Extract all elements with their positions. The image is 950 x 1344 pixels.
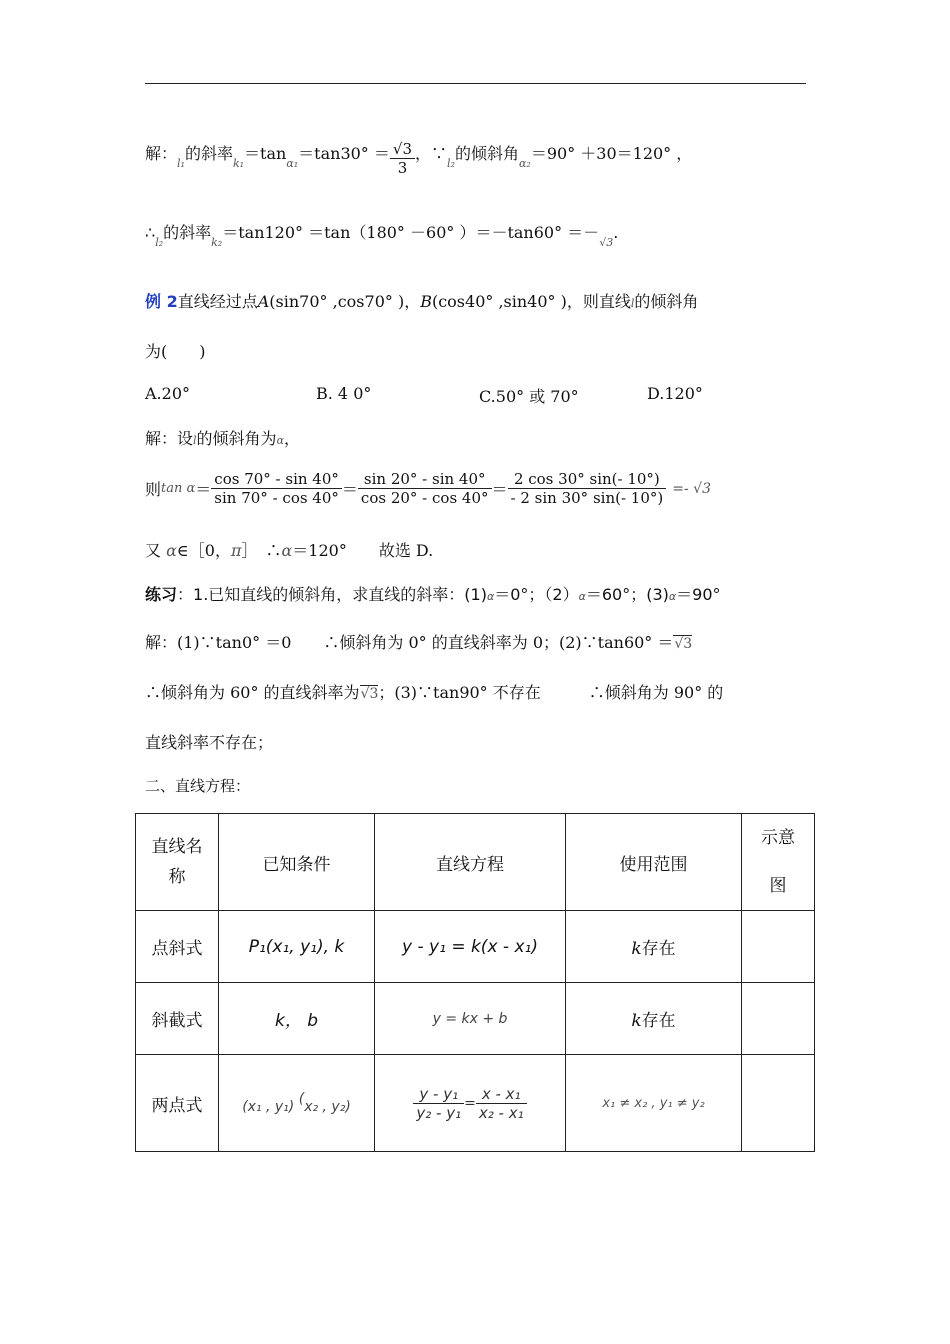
frac-numerator: √3	[390, 140, 415, 159]
then-text: 则	[145, 480, 162, 499]
alpha1-symbol: α₁	[286, 157, 299, 170]
row-figure	[742, 983, 815, 1055]
slope-text: 的斜率	[163, 223, 212, 242]
point-b-coords: (cos40° ,sin40° )，则直线	[431, 292, 631, 311]
period: .	[613, 223, 619, 242]
row-name: 两点式	[136, 1055, 219, 1152]
header-name-line-2: 称	[168, 867, 186, 887]
fraction-1-numerator: cos 70° - sin 40°	[211, 470, 342, 489]
point-a-coords: (sin70° ,cos70° )，	[269, 292, 421, 311]
alpha-3: α	[668, 590, 677, 603]
alpha-1: α	[486, 590, 495, 603]
range-k: k	[631, 1011, 642, 1031]
row-figure	[742, 1055, 815, 1152]
row-condition: k， b	[219, 983, 375, 1055]
l2-symbol: l₂	[447, 157, 455, 170]
result-value: =- √3	[672, 480, 711, 497]
header-figure-line-1: 示意	[761, 828, 795, 848]
range-k: k	[631, 939, 642, 959]
row-range	[566, 983, 742, 1055]
header-name	[136, 814, 219, 911]
point-b: B	[420, 292, 432, 311]
eq-tan30: ＝tan30° ＝	[298, 144, 390, 163]
two-point-right-fraction	[476, 1085, 527, 1122]
practice-case-1: ＝0°；（2）	[494, 585, 579, 604]
eq-tan: ＝tan	[244, 144, 287, 163]
practice-solution-text-2b: ；(3)∵tan90° 不存在 ∴倾斜角为 90° 的	[378, 683, 724, 702]
equals-3: ＝	[491, 480, 508, 499]
comma: ，	[284, 429, 301, 448]
because-text: ，∵	[415, 144, 448, 163]
k1-symbol: k₁	[232, 157, 245, 170]
pi-symbol: π	[230, 541, 242, 560]
example-2-line-2: 为( )	[145, 342, 206, 361]
header-figure	[742, 814, 815, 911]
practice-line	[145, 582, 721, 605]
practice-solution-line-3: 直线斜率不存在；	[145, 733, 274, 752]
alpha2-symbol: α₂	[518, 157, 531, 170]
sqrt3-over-3	[390, 140, 415, 177]
table-row	[136, 1055, 815, 1152]
row-name: 点斜式	[136, 911, 219, 983]
example-tail: 的倾斜角	[634, 292, 699, 311]
equals-sign: =	[464, 1095, 476, 1111]
alpha-symbol-2: α	[281, 541, 293, 560]
row-equation: y = kx + b	[375, 983, 566, 1055]
practice-solution-text-2a: ∴倾斜角为 60° 的直线斜率为	[145, 683, 360, 702]
point-a: A	[257, 292, 270, 311]
l2-symbol: l₂	[155, 236, 164, 249]
practice-label: 练习	[145, 585, 178, 604]
row-equation: y - y₁ = k(x - x₁)	[375, 911, 566, 983]
header-name-line-1: 直线名	[151, 837, 203, 857]
alpha-symbol: α	[276, 434, 284, 447]
alpha-2: α	[578, 590, 586, 603]
interval-start: ∈［0，	[176, 541, 231, 560]
interval-end: ］ ∴	[241, 541, 282, 560]
line-equation-table	[135, 813, 815, 1152]
equals-2: ＝	[341, 480, 358, 499]
header-equation: 直线方程	[375, 814, 566, 911]
frac-denominator: 3	[397, 159, 408, 177]
point-1: (x₁ , y₁)	[242, 1099, 295, 1115]
header-rule	[145, 83, 806, 84]
fraction-1	[211, 470, 342, 507]
solution-2-calculation	[145, 470, 711, 507]
right-numerator: x - x₁	[476, 1085, 527, 1104]
solution-label: 解：设	[145, 429, 194, 448]
section-heading: 二、直线方程：	[145, 777, 251, 795]
row-range: x₁ ≠ x₂ , y₁ ≠ y₂	[566, 1055, 742, 1152]
practice-solution-line-1	[145, 630, 692, 653]
row-range	[566, 911, 742, 983]
table-row	[136, 983, 815, 1055]
practice-solution-text-1: 解：(1)∵tan0° ＝0 ∴倾斜角为 0° 的直线斜率为 0；(2)∵tan60° ＝	[145, 633, 674, 652]
l1-symbol: l₁	[177, 157, 185, 170]
equals-1: ＝	[195, 480, 212, 499]
example-text: 直线经过点	[177, 292, 258, 311]
solution-1-line-1	[145, 140, 692, 177]
left-numerator: y - y₁	[413, 1085, 464, 1104]
option-b: B. 4 0°	[316, 384, 372, 403]
header-range: 使用范围	[566, 814, 742, 911]
practice-case-2: ＝60°；(3)	[585, 585, 669, 604]
solution-text: 的倾斜角为	[196, 429, 277, 448]
example-2-line-1	[145, 289, 698, 312]
practice-solution-line-2	[145, 680, 723, 703]
line-l: l	[193, 434, 197, 447]
left-denominator: y₂ - y₁	[416, 1103, 462, 1122]
therefore-symbol: ∴	[145, 223, 156, 242]
solution-1-line-2	[145, 220, 618, 249]
practice-case-3: ＝90°	[676, 585, 721, 604]
k2-symbol: k₂	[211, 236, 223, 249]
slope-text: 的斜率	[184, 144, 233, 163]
tan120-expression: ＝tan120° ＝tan（180° －60° ）＝－tan60° ＝－	[222, 223, 600, 242]
row-name: 斜截式	[136, 983, 219, 1055]
row-figure	[742, 911, 815, 983]
solution-2-line-1	[145, 426, 300, 449]
example-label: 例 2	[145, 292, 178, 311]
option-a: A.20°	[145, 384, 190, 403]
fraction-2-numerator: sin 20° - sin 40°	[358, 470, 492, 489]
fraction-1-denominator: sin 70° - cos 40°	[214, 489, 339, 507]
header-condition: 已知条件	[219, 814, 375, 911]
fraction-3	[508, 470, 667, 507]
inclination-text: 的倾斜角	[454, 144, 519, 163]
eq-angle: ＝90° ＋30＝120° ，	[530, 144, 693, 163]
row-condition	[219, 1055, 375, 1152]
option-d: D.120°	[647, 384, 703, 403]
row-equation	[375, 1055, 566, 1152]
table-header-row	[136, 814, 815, 911]
also-text: 又	[145, 541, 162, 560]
sqrt3-value: √3	[674, 636, 693, 652]
line-l: l	[630, 297, 635, 310]
alpha-symbol: α	[166, 541, 177, 560]
tan-alpha: tan α	[161, 481, 196, 496]
option-c: C.50° 或 70°	[479, 387, 579, 406]
solution-2-conclusion	[145, 538, 433, 561]
fraction-2-denominator: cos 20° - cos 40°	[360, 489, 489, 507]
right-denominator: x₂ - x₁	[478, 1103, 524, 1122]
solution-label: 解：	[145, 144, 178, 163]
sqrt3-value: √3	[360, 686, 379, 702]
two-point-left-fraction	[413, 1085, 464, 1122]
fraction-2	[358, 470, 492, 507]
range-text: 存在	[641, 1011, 676, 1031]
answer-text: ＝120° 故选 D.	[292, 541, 434, 560]
row-condition: P₁(x₁, y₁), k	[219, 911, 375, 983]
open-paren: (	[298, 1091, 305, 1107]
fraction-3-denominator: - 2 sin 30° sin(- 10°)	[510, 489, 664, 507]
header-figure-line-2: 图	[769, 876, 787, 896]
fraction-3-numerator: 2 cos 30° sin(- 10°)	[508, 470, 667, 489]
practice-text: ：1.已知直线的倾斜角，求直线的斜率：(1)	[177, 585, 487, 604]
table-row	[136, 911, 815, 983]
point-2: x₂ , y₂)	[304, 1099, 351, 1115]
range-text: 存在	[641, 939, 676, 959]
sqrt3-value: √3	[599, 236, 614, 249]
